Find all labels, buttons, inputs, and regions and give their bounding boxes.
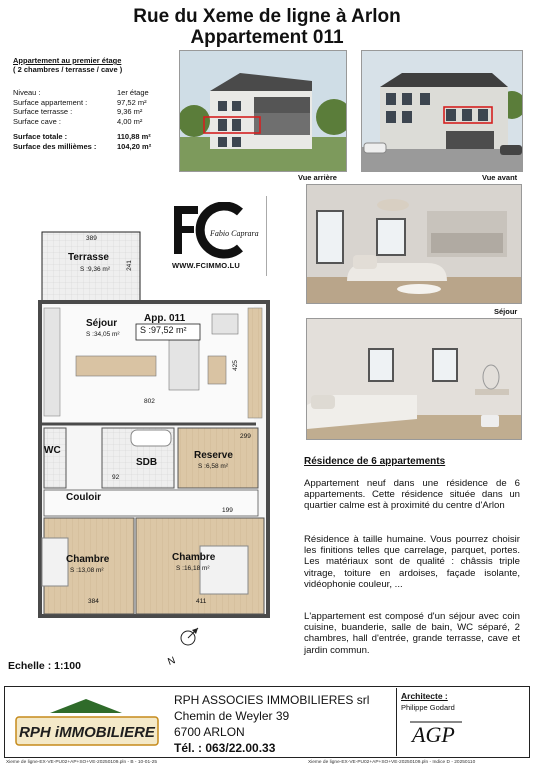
rph-logo-text: RPH iMMOBILIERE [19,724,155,741]
spec-total-row [13,142,165,152]
bedroom-image [306,318,522,440]
spec-value: 104,20 m² [117,141,152,151]
spec-row [13,117,165,127]
spec-heading [13,56,122,74]
spec-row [13,98,165,108]
apartment-label: App. 011 [144,313,186,324]
architect-title: Architecte : [401,691,448,701]
spec-value: 97,52 m² [117,97,147,107]
room-sejour-surface: S :34,05 m² [86,331,120,338]
room-terrasse-label: Terrasse [68,252,109,263]
spec-value: 110,88 m² [117,132,151,142]
spec-row [13,107,165,117]
architect-name: Philippe Godard [401,703,455,712]
apartment-surface: S :97,52 m² [140,325,187,335]
scale-label: Echelle : 1:100 [8,660,81,672]
north-label: N [166,655,177,668]
architect-logo-text: AGP [412,722,455,747]
logo-url: WWW.FCIMMO.LU [172,261,240,270]
spec-total-row [13,132,165,142]
description-p1: Appartement neuf dans une résidence de 6 appartements. Cette résidence située dans un quartier calme est à proximité du centre d'Arlon [304,478,520,512]
spec-label: Surface totale : [13,132,68,142]
company-name: RPH ASSOCIES IMMOBILIERES srl [174,693,370,707]
spec-heading-line2: ( 2 chambres / terrasse / cave ) [13,65,123,74]
footer-reference-right: Xieme de ligne-EX-VE-PU02+AP+SO+VE-20250109.pln - Indice D - 20250110 [308,760,476,765]
room-reserve-surface: S :6,58 m² [198,463,228,470]
spec-label: Surface cave : [13,116,61,126]
dim-terrace-depth: 241 [125,260,133,271]
dim-sdb-small: 92 [112,474,120,481]
room-terrasse-surface: S :9,36 m² [80,266,110,273]
room-reserve-label: Reserve [194,450,233,461]
front-view-image [361,50,523,172]
spec-label: Surface des millièmes : [13,141,97,151]
room-chambre1-surface: S :13,08 m² [70,567,104,574]
room-chambre1-label: Chambre [66,554,110,565]
footer-reference-left: Xieme de ligne-EX-VE-PU02+AP+SO+VE-20250109.pln - B - 10-01-25 [6,760,158,765]
dim-corridor: 199 [222,507,233,514]
spec-label: Surface appartement : [13,97,88,107]
architect-logo [408,714,468,752]
spec-label: Surface terrasse : [13,107,73,117]
dim-sejour-depth: 425 [231,360,239,371]
living-room-caption: Séjour [494,307,518,316]
room-wc-label: WC [44,445,61,456]
dim-reserve-width: 299 [240,433,251,440]
room-sejour-label: Séjour [86,318,118,329]
spec-value: 4,00 m² [117,116,143,126]
room-chambre2-surface: S :16,18 m² [176,565,210,572]
page-title: Rue du Xeme de ligne à Arlon [133,6,401,27]
dim-sejour-width: 802 [144,398,155,405]
page-subtitle: Appartement 011 [190,27,344,48]
front-view-caption: Vue avant [482,173,518,182]
dim-chambre2-width: 411 [196,598,207,605]
rear-view-caption: Vue arrière [298,173,337,182]
rph-logo [10,697,164,753]
rear-view-image [179,50,347,172]
room-couloir-label: Couloir [66,492,101,503]
description-title: Résidence de 6 appartements [304,456,446,467]
spec-value: 1er étage [117,88,149,97]
spec-table [13,88,165,152]
company-phone: Tél. : 063/22.00.33 [174,741,276,755]
spec-value: 9,36 m² [117,107,143,117]
dim-terrace-width: 389 [86,235,97,242]
spec-row [13,88,165,98]
description-p3: L'appartement est composé d'un séjour avec coin cuisine, buanderie, salle de bain, WC séparé, 2 chambres, hall d'entrée, grande terrasse, cave et jardin commun. [304,611,520,656]
dim-chambre1-width: 384 [88,598,99,605]
logo-signature: Fabio Caprara [210,229,259,238]
description-p2: Résidence à taille humaine. Vous pourrez choisir les finitions telles que carrelage, parquet, portes. Les matériaux sont de qualité : châssis triple vitrage, toiture en ardoises, façade isolante, vidéophonie couleur, ... [304,534,520,590]
room-sdb-label: SDB [136,457,158,468]
living-room-image [306,184,522,304]
room-chambre2-label: Chambre [172,552,216,563]
spec-label: Niveau : [13,88,41,97]
spec-heading-line1: Appartement au premier étage [13,56,122,65]
floor-plan [36,228,276,652]
company-address-line1: Chemin de Weyler 39 [174,709,290,723]
company-address-line2: 6700 ARLON [174,725,245,739]
